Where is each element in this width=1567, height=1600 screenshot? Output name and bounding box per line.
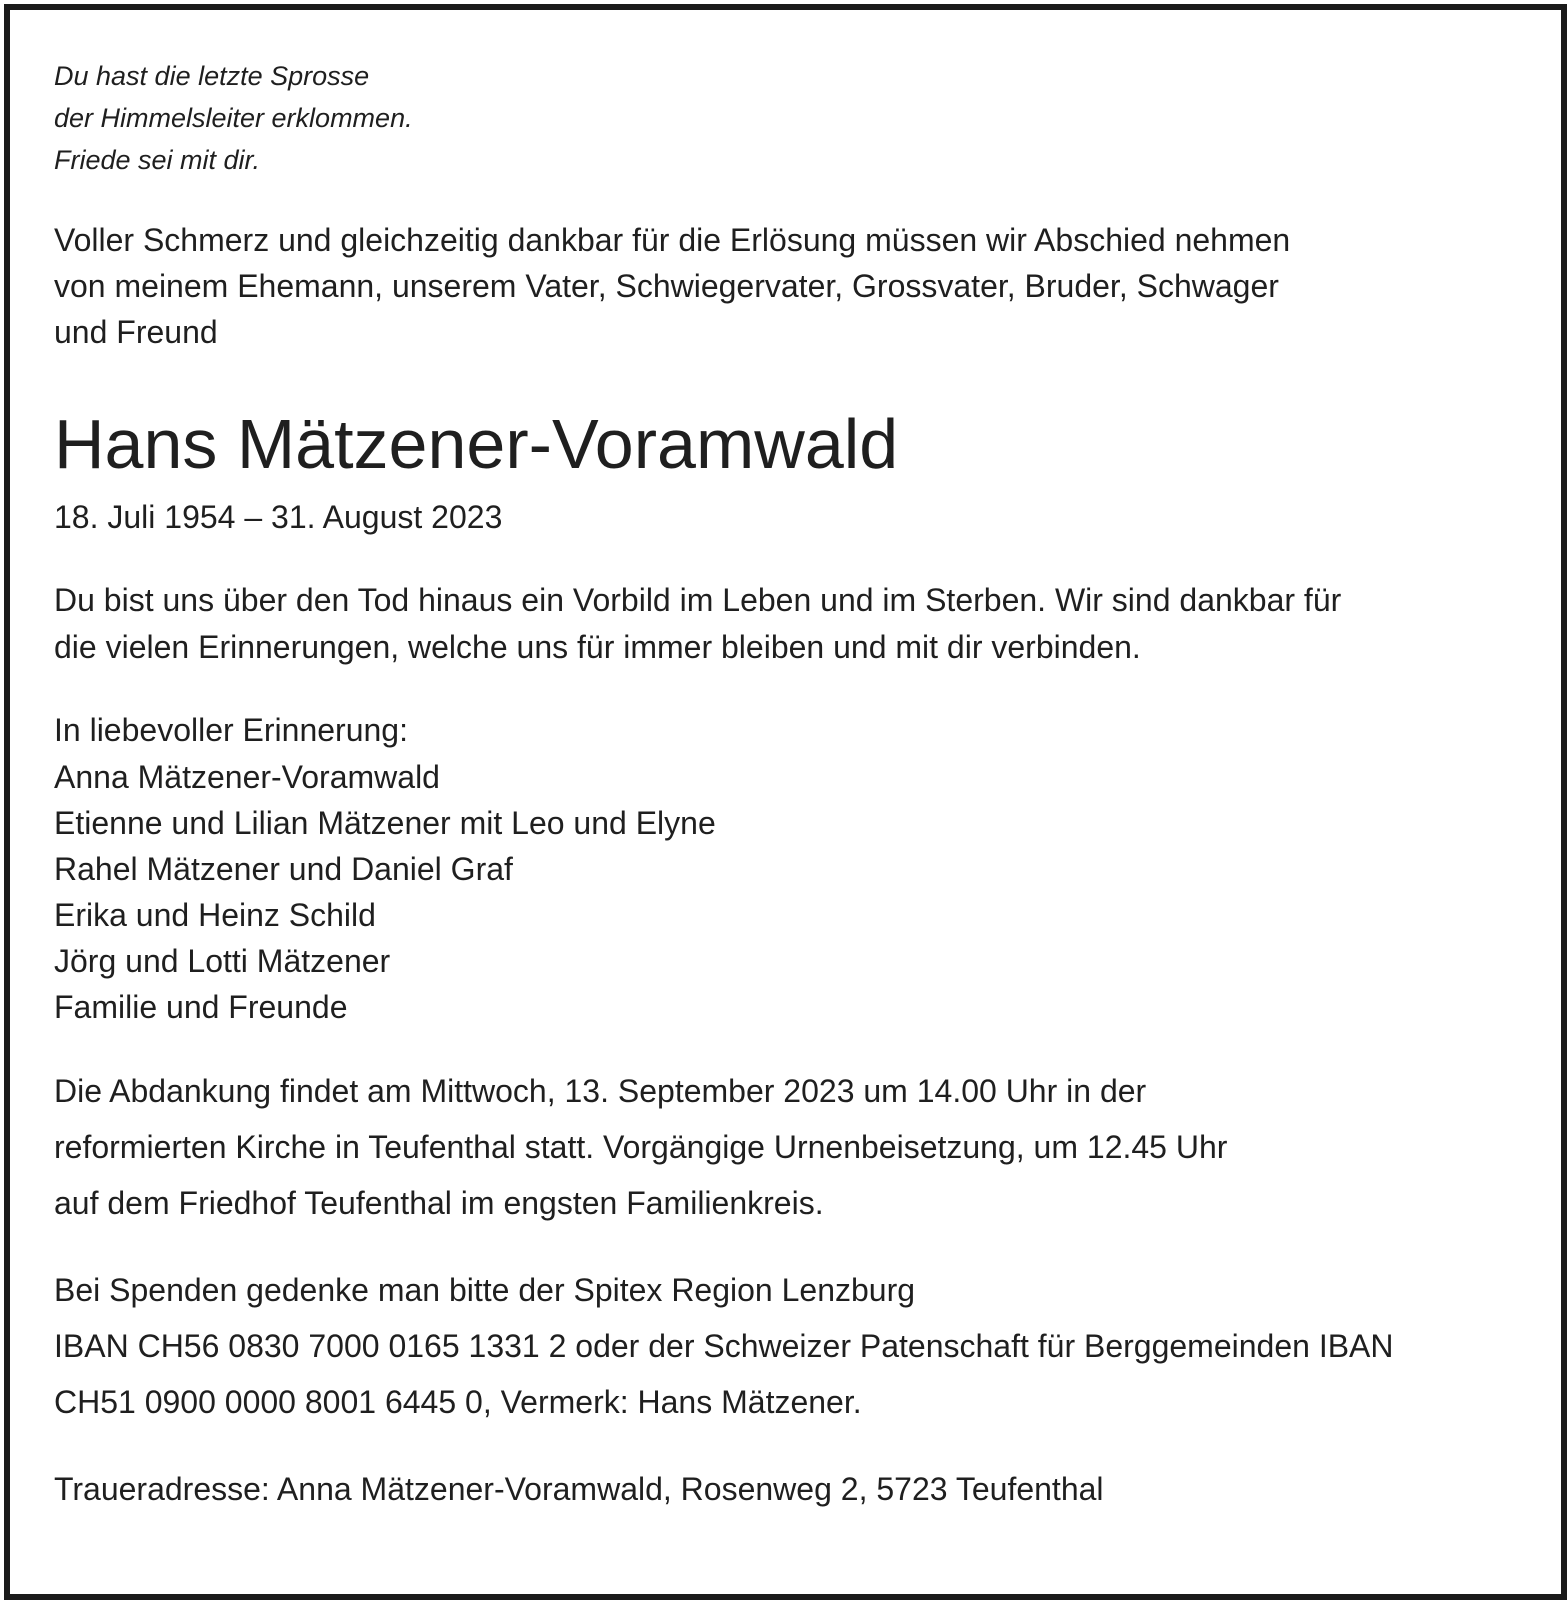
poem-line-3: Friede sei mit dir. — [54, 145, 261, 175]
mourner-3: Rahel Mätzener und Daniel Graf — [54, 851, 513, 887]
mourner-1: Anna Mätzener-Voramwald — [54, 759, 440, 795]
intro-line-3: und Freund — [54, 314, 218, 350]
donations-line-2: IBAN CH56 0830 7000 0165 1331 2 oder der Schweizer Patenschaft für Berggemeinden IBAN — [54, 1328, 1394, 1364]
donations-line-1: Bei Spenden gedenke man bitte der Spitex Region Lenzburg — [54, 1272, 916, 1308]
mourner-4: Erika und Heinz Schild — [54, 897, 376, 933]
mourner-6: Familie und Freunde — [54, 989, 348, 1025]
tribute-line-1: Du bist uns über den Tod hinaus ein Vorbild im Leben und im Sterben. Wir sind dankbar für — [54, 582, 1342, 618]
poem-line-2: der Himmelsleiter erklommen. — [54, 103, 413, 133]
service-line-3: auf dem Friedhof Teufenthal im engsten Familienkreis. — [54, 1185, 824, 1221]
obituary-frame — [4, 4, 1567, 1600]
deceased-dates: 18. Juli 1954 – 31. August 2023 — [54, 499, 503, 535]
poem-line-1: Du hast die letzte Sprosse — [54, 61, 370, 91]
service-line-2: reformierten Kirche in Teufenthal statt. Vorgängige Urnenbeisetzung, um 12.45 Uhr — [54, 1129, 1228, 1165]
service-line-1: Die Abdankung findet am Mittwoch, 13. September 2023 um 14.00 Uhr in der — [54, 1073, 1147, 1109]
intro-line-2: von meinem Ehemann, unserem Vater, Schwiegervater, Grossvater, Bruder, Schwager — [54, 268, 1279, 304]
deceased-name: Hans Mätzener-Voramwald — [54, 405, 899, 483]
donations-line-3: CH51 0900 0000 8001 6445 0, Vermerk: Hans Mätzener. — [54, 1384, 862, 1420]
mourners-heading: In liebevoller Erinnerung: — [54, 712, 408, 748]
intro-line-1: Voller Schmerz und gleichzeitig dankbar für die Erlösung müssen wir Abschied nehmen — [54, 222, 1291, 258]
mourner-5: Jörg und Lotti Mätzener — [54, 943, 391, 979]
mourner-2: Etienne und Lilian Mätzener mit Leo und Elyne — [54, 805, 716, 841]
mourning-address: Traueradresse: Anna Mätzener-Voramwald, Rosenweg 2, 5723 Teufenthal — [54, 1471, 1104, 1507]
tribute-line-2: die vielen Erinnerungen, welche uns für immer bleiben und mit dir verbinden. — [54, 629, 1141, 665]
